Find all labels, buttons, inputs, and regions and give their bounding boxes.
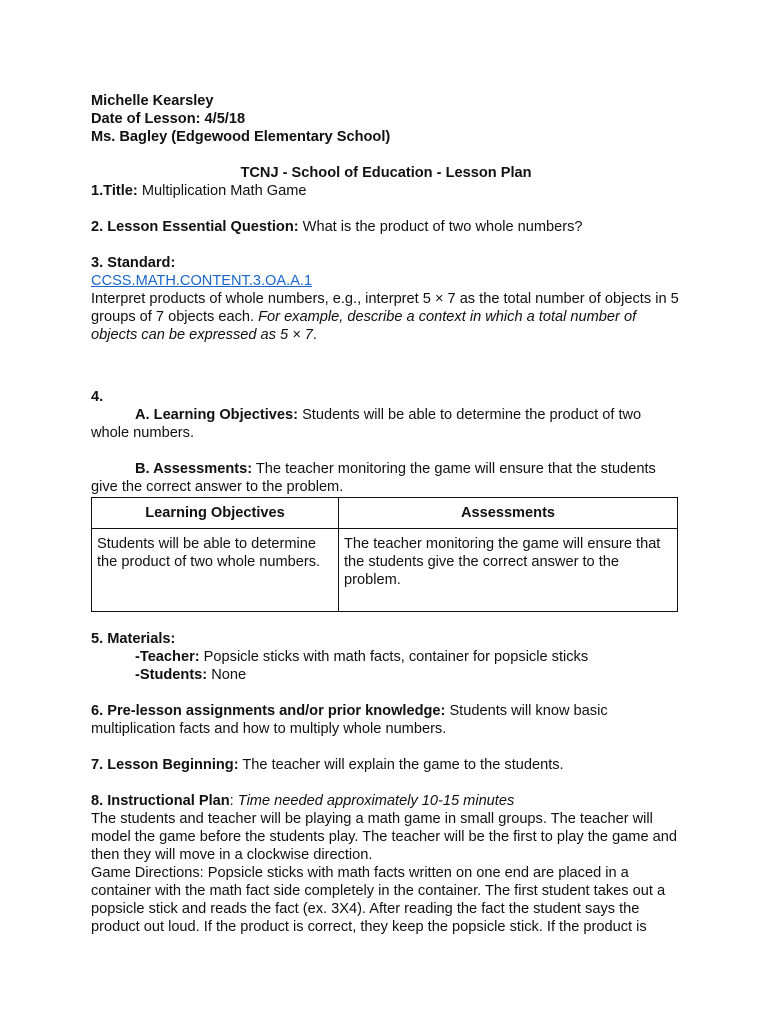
instructional-plan-label: 8. Instructional Plan — [91, 793, 230, 809]
standard-text-end: . — [312, 327, 317, 343]
prior-knowledge-text: Students will know basic multiplication facts and how to multiply whole numbers. — [91, 703, 608, 737]
instructional-plan-time: Time needed approximately 10-15 minutes — [237, 793, 515, 809]
section-prior-knowledge — [91, 702, 681, 738]
materials-teacher-text: Popsicle sticks with math facts, container for popsicle sticks — [199, 649, 589, 665]
standard-text-plain: Interpret products of whole numbers, e.g., interpret 5 × 7 as the total number of objects in 5 groups of 7 objects each. — [91, 291, 679, 325]
standard-text-italic: For example, describe a context in which a total number of objects can be expressed as 5 × 7 — [91, 309, 637, 343]
table-cell-objective: Students will be able to determine the product of two whole numbers. — [92, 529, 339, 612]
instructional-plan-colon: : — [229, 793, 238, 809]
instructional-plan-paragraph-1: The students and teacher will be playing a math game in small groups. The teacher will model the game before the students play. The teacher will be the first to play the game and then they will move in a clockwise direction. — [91, 811, 677, 863]
objectives-assessments-table — [91, 497, 678, 612]
standard-link[interactable]: CCSS.MATH.CONTENT.3.OA.A.1 — [91, 273, 313, 289]
essential-question-label: 2. Lesson Essential Question: — [91, 219, 299, 235]
assessments-text: The teacher monitoring the game will ensure that the students give the correct answer to the problem. — [91, 461, 656, 495]
learning-objectives-paragraph — [91, 406, 681, 442]
section-instructional-plan — [91, 792, 681, 810]
learning-objectives-label: A. Learning Objectives: — [135, 407, 299, 423]
materials-students-label: -Students: — [135, 667, 208, 683]
materials-label: 5. Materials: — [91, 631, 176, 647]
section-title-label: .Title: — [99, 183, 138, 199]
materials-students — [91, 666, 681, 684]
table-row — [92, 529, 678, 612]
teacher-school: Ms. Bagley (Edgewood Elementary School) — [91, 129, 391, 145]
prior-knowledge-label: 6. Pre-lesson assignments and/or prior knowledge: — [91, 703, 446, 719]
document-title: TCNJ - School of Education - Lesson Plan — [240, 165, 532, 181]
author-name: Michelle Kearsley — [91, 93, 214, 109]
learning-objectives-text: Students will be able to determine the product of two whole numbers. — [91, 407, 642, 441]
lesson-beginning-text: The teacher will explain the game to the students. — [238, 757, 564, 773]
lesson-plan-content — [91, 92, 681, 936]
section-4-number: 4. — [91, 389, 104, 405]
section-title-value: Multiplication Math Game — [137, 183, 307, 199]
essential-question-value: What is the product of two whole numbers? — [298, 219, 583, 235]
standard-label: 3. Standard: — [91, 255, 176, 271]
materials-teacher-label: -Teacher: — [135, 649, 200, 665]
lesson-beginning-label: 7. Lesson Beginning: — [91, 757, 239, 773]
section-title — [91, 182, 681, 200]
table-header-objectives: Learning Objectives — [92, 498, 339, 529]
section-essential-question — [91, 218, 681, 236]
section-title-number: 1 — [91, 183, 100, 199]
table-cell-assessment: The teacher monitoring the game will ensure that the students give the correct answer to the problem. — [339, 529, 678, 612]
lesson-date: Date of Lesson: 4/5/18 — [91, 111, 246, 127]
materials-teacher — [91, 648, 681, 666]
materials-students-text: None — [207, 667, 247, 683]
table-header-row — [92, 498, 678, 529]
table-header-assessments: Assessments — [339, 498, 678, 529]
assessments-paragraph — [91, 460, 681, 496]
section-lesson-beginning — [91, 756, 681, 774]
assessments-label: B. Assessments: — [135, 461, 253, 477]
standard-text — [91, 290, 681, 344]
instructional-plan-paragraph-2: Game Directions: Popsicle sticks with math facts written on one end are placed in a container with the math fact side completely in the container. The first student takes out a popsicle stick and reads the fact (ex. 3X4). After reading the fact the student says the product out loud. If the product is correct, they keep the popsicle stick. If the product is — [91, 865, 666, 935]
